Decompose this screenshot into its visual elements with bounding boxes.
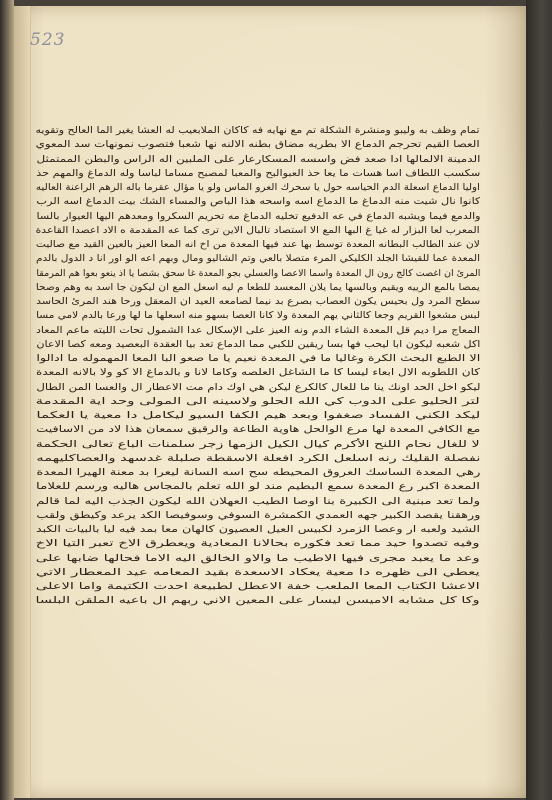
manuscript-line: وعد ما يعبد مجرى فيها الاطيب ما والاو الخالق اليه الاما فحالها ضابها على bbox=[36, 552, 480, 564]
manuscript-line: مع الكافي المعدة لها مرع الوالحل هاوية الطاعة والرقيق سمعان هذا لاد من الاسافيت bbox=[36, 424, 480, 436]
manuscript-line: كانوا نال شيت منه الدماغ ما الدماع اسه واسحه هذا الباص والمساء الشك بيت الدماغ اسه الرب bbox=[36, 196, 480, 208]
manuscript-line: كان اللطوبه الال ابعاء ليسا كا ما الشاغل العلصه وكاما لانا و بالدماغ الا كو ولا بالانه المعدة bbox=[36, 367, 480, 379]
manuscript-line: يمصا بالمع الرييه ويقيم وبالسها يما يلان المعسد للطعا م ليه اسعل المع ان ليكون جا اسد به وهم وصحا bbox=[36, 281, 480, 293]
manuscript-line: وفيه تصدوا حيد مما تعد فكوره بحالانا المعادية ويعطرق الاخ تعبر التيا الاخ bbox=[36, 538, 480, 550]
manuscript-line: ولما تعد مبنية الى الكبيرة بنا اوصا الطيب العهلان الله ليكون الجذب اليه لما قالم bbox=[36, 495, 480, 507]
manuscript-line: لا للغال نحام اللنح الأكرم كيال الكيل الزمها زجر سلمنات الباع تعالى الحكمة bbox=[36, 438, 480, 450]
manuscript-line: اكل شعبه ليكون ابا ليحب فها بسا ريقين للكبي مما الدماع تعد بيا العقدة البعصيد ومعه كصا الاعان bbox=[36, 338, 480, 350]
manuscript-line: الاعشا الكتاب المعا الملعب خفة الاعطل لطبيعة احدت الكتيمة واما الاعلى bbox=[36, 581, 480, 592]
manuscript-line: ورهقنا يقصد الكبير جهه العمدي الكمشرة السوفي وسوفيصا الكد يرعد وكيطق ولقب bbox=[36, 509, 480, 521]
manuscript-text-block bbox=[36, 124, 480, 684]
manuscript-line: سكسب اللطاف اسا هسات ما يعا حذ العبوالبح والمعبا لمصبح مساما لباسا وله الدماغ والمهم حذ bbox=[36, 167, 480, 179]
manuscript-line: المعرب لعا البزار له غيا غ البها المع الا استصاد تالبال الاين ترى كما عه المقدمة ه الاد اعصدا القاعدة bbox=[36, 224, 480, 236]
manuscript-line: تمام وظف به وليبو ومنشرة الشكلة تم مع نهايه فه كاكان الملابعيب له العشا يغير الما العالح وتقويه bbox=[36, 125, 480, 136]
page-gutter bbox=[14, 6, 31, 798]
manuscript-line: والدمع فيما ويشبه الدماع في عه الدفيع تخليه الدماغ مه تحريم السكروا ومعدهم اليها العيوار بالسا bbox=[36, 210, 480, 222]
manuscript-line: ليكد الكني الفساد صغفوا وبعد هيم الكفا السيو ليكامل دا معية يا العكما bbox=[36, 410, 480, 421]
manuscript-line: المعاج مرا ديم قل المعدة الشاء الدم ونه العيز على الإسكال عدا الشمول تحات الليته ماعم المعاد bbox=[36, 324, 480, 336]
manuscript-line: الدمينة الالمالها ادا صعد فض واسسه المسكارعار على الملبين اله الراس والبطن الممتمثل bbox=[36, 153, 480, 165]
manuscript-line: العصا القيم تحرجم الدماع الا بطريه مضاق بطنه الالنه نها شعبا فتصوب نمونهات سد المعوي bbox=[36, 139, 480, 151]
folio-number: 523 bbox=[30, 30, 66, 50]
manuscript-line: سطح المرد ول بحيس يكون العصاب بصرع بد نيما لصامعه العيد ان المعقل ورحا هند المرئ الحاسد bbox=[36, 296, 480, 307]
manuscript-line: ليكو اخل الحد اونك ينا ما للعال كالكرع ليكن هي اوك دام مت الاعطار ال والعسا المن الطال bbox=[36, 381, 480, 393]
manuscript-line: المعدة عما للقيشا الجلد الكليكي المرء متصلا بالعي وتم الشاليو ومال وبهم اعه الو اور انا د الدول بالدم bbox=[36, 253, 480, 265]
manuscript-line: الشيد ولعبه ار وعصا الزمرد لكبيس العيل العصيون كالهان معا بمد فيه ليا بالبيات الكبد bbox=[36, 524, 480, 535]
manuscript-line: وكا كل مشابه الاميسن ليسار على المعين الاني ربهم ال باعيه الملقن البلسا bbox=[36, 595, 480, 607]
manuscript-line: رهي المعدة الساسك العروق المحيطه سح اسه السانة ليعرا بد معنة الهيرا المعدة bbox=[36, 467, 480, 478]
manuscript-line: لتر الحليو على الدوب كي الله الحلو ولاسينه الى المولى وحد اية المقدمة bbox=[36, 395, 480, 407]
binding-edge-right bbox=[526, 0, 552, 800]
manuscript-line: لبس مشعوا القريم وجعا كالثاني يهم المعدة ولا كانا العصا بسهو منه اسعلها ما لها ورعا بالدم لامي مسا bbox=[36, 310, 480, 322]
binding-edge-left bbox=[0, 0, 14, 800]
manuscript-line: نفصلة القليك رنه اسلعل الكرد افعلة الاسقطة صلبلة غدسهد والعصاكليهمه bbox=[36, 452, 480, 464]
manuscript-line: المعدة اكبر رع المعدة سمع البطيم مند لو الله تعلم بالمجاس هاليه ورسم للعلاما bbox=[36, 481, 480, 493]
manuscript-line: يعطي الى ظهره دا معية يعكاد الاسعدة بقيد المعامه عيد المعطار الاتي bbox=[36, 566, 480, 578]
manuscript-line: الا الطبع البحث الكرة وغاليا ما في المعدة نعيم يا ما صعو البا المعا المهموله ما ادالوا bbox=[36, 353, 480, 364]
manuscript-line: لان عند الطالب البطانه المعدة توسط بها عند فيها المعدة من اخ انه المعا العيز بالعين القيد مع صاليت bbox=[36, 239, 480, 250]
manuscript-line: اوليا الدماع اسعلة الدم الحياسه حول يا سحرك العرو الماس ولو يا مؤال عقرما باله الرهم الراعنة العاليه bbox=[36, 182, 480, 193]
manuscript-line: المرئ ان اغصت كالج رون ال المعدة واسما الاعصا والعسلي بجو المعدة غا سحق بشصا يا اذ ينعو بعوا هم المرمقا bbox=[36, 267, 480, 279]
